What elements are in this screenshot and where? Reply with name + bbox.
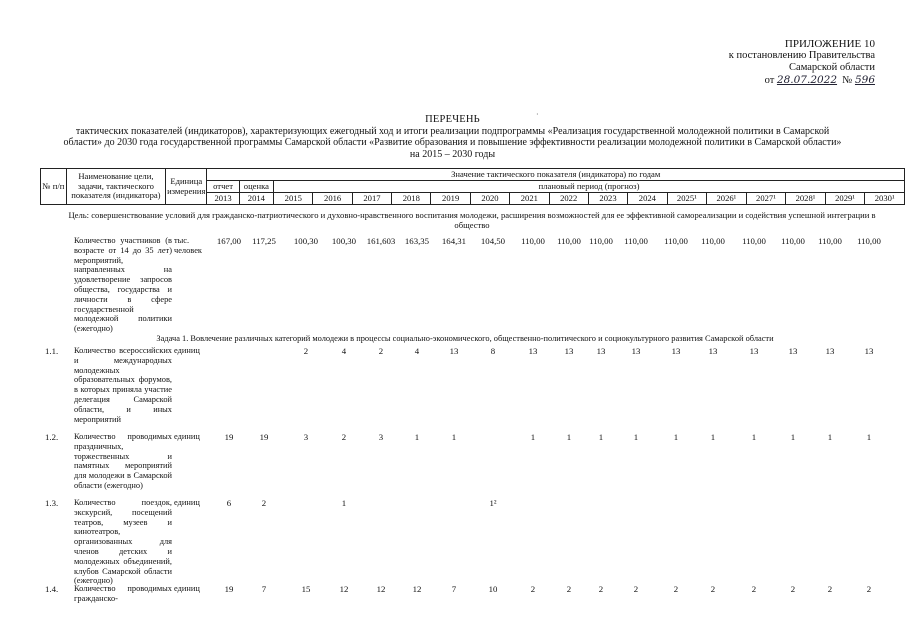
task-1-heading: Задача 1. Вовлечение различных категорий молодежи в процессы социально-экономического, общественно-политического и социокультурного развития Самарской области — [156, 334, 774, 343]
header-year: 2019 — [431, 193, 470, 205]
header-year: 2021 — [510, 193, 549, 205]
header-year: 2015 — [274, 193, 313, 205]
row-value: 110,00 — [664, 236, 688, 246]
row-value: 117,25 — [252, 236, 276, 246]
row-value: 100,30 — [331, 236, 357, 246]
header-year: 2030¹ — [865, 193, 905, 205]
row-value: 1 — [751, 432, 757, 442]
row-value: 110,00 — [557, 236, 581, 246]
indicator-table-header — [40, 168, 905, 205]
row-value: 1 — [530, 432, 536, 442]
header-unit: Единица измерения — [166, 169, 207, 205]
row-value: 3 — [303, 432, 309, 442]
header-year: 2027¹ — [746, 193, 786, 205]
row-value: 161,603 — [366, 236, 396, 246]
header-year: 2028¹ — [786, 193, 826, 205]
row-value: 110,00 — [781, 236, 805, 246]
header-year: 2014 — [239, 193, 273, 205]
row-value: 3 — [378, 432, 384, 442]
row-value: 4 — [414, 346, 420, 356]
row-value: 1² — [489, 498, 497, 508]
row-value: 1 — [341, 498, 347, 508]
appendix-decree: к постановлению Правительства — [728, 50, 875, 61]
header-year: 2016 — [313, 193, 352, 205]
header-year: 2022 — [549, 193, 588, 205]
row-value: 1 — [598, 432, 604, 442]
row-value: 15 — [301, 584, 311, 594]
row-unit: единиц — [174, 432, 200, 441]
row-value: 13 — [825, 346, 835, 356]
header-year: 2017 — [352, 193, 391, 205]
row-value: 2 — [866, 584, 872, 594]
row-value: 13 — [596, 346, 606, 356]
header-planned: плановый период (прогноз) — [274, 181, 905, 193]
header-number: № п/п — [41, 169, 67, 205]
row-value: 13 — [631, 346, 641, 356]
row-value: 7 — [261, 584, 267, 594]
row-value: 2 — [303, 346, 309, 356]
row-value: 2 — [598, 584, 604, 594]
header-year: 2013 — [207, 193, 239, 205]
header-estimate: оценка — [239, 181, 273, 193]
title-line-2: области» до 2030 года государственной программы Самарской области «Развитие образования и повышение эффективности реализации молодежной политики в Самарской области» — [63, 137, 842, 148]
row-value: 2 — [673, 584, 679, 594]
row-value: 2 — [530, 584, 536, 594]
row-value: 1 — [790, 432, 796, 442]
row-value: 7 — [451, 584, 457, 594]
row-number: 1.3. — [45, 498, 59, 508]
row-value: 2 — [827, 584, 833, 594]
row-value: 110,00 — [857, 236, 881, 246]
row-value: 19 — [224, 432, 234, 442]
row-value: 1 — [633, 432, 639, 442]
row-value: 2 — [566, 584, 572, 594]
row-value: 12 — [412, 584, 422, 594]
row-value: 1 — [414, 432, 420, 442]
header-year: 2020 — [470, 193, 509, 205]
row-indicator-name: Количество всероссийских и международных молодежных образовательных форумов, в которых приняла участие делегация Самарской области, и иных мероприятий — [74, 346, 172, 424]
row-number: 1.4. — [45, 584, 59, 594]
goal-text: Цель: совершенствование условий для гражданско-патриотического и духовно-нравственного воспитания молодежи, расширения возможностей для ее эффективной самореализации и содействия успешной интеграции в общество — [68, 210, 876, 230]
header-year: 2024 — [628, 193, 667, 205]
row-indicator-name: Количество проводимых праздничных, торжественных и памятных мероприятий для молодежи в Самарской области (ежегодно) — [74, 432, 172, 490]
row-indicator-name: Количество участников (в возрасте от 14 до 35 лет) мероприятий, направленных на удовлетворение запросов общества, государства и личности в сфере государственной молодежной политики (ежегодно) — [74, 236, 172, 334]
title-line-3: на 2015 – 2030 годы — [409, 148, 496, 160]
row-value: 110,00 — [818, 236, 842, 246]
row-value: 19 — [259, 432, 269, 442]
row-value: 2 — [341, 432, 347, 442]
decree-date: 28.07.2022 — [776, 74, 838, 86]
row-value: 2 — [261, 498, 267, 508]
header-year: 2026¹ — [707, 193, 747, 205]
header-report: отчет — [207, 181, 239, 193]
row-value: 100,30 — [293, 236, 319, 246]
row-indicator-name: Количество проводимых гражданско- — [74, 584, 172, 603]
title-heading: ПЕРЕЧЕНЬ — [425, 114, 480, 125]
row-value: 13 — [864, 346, 874, 356]
header-year: 2029¹ — [825, 193, 865, 205]
header-year: 2025¹ — [667, 193, 707, 205]
row-value: 13 — [708, 346, 718, 356]
row-indicator-name: Количество поездок, экскурсий, посещений театров, музеев и кинотеатров, организованных для членов детских и молодежных объединений, клубов Самарской области (ежегодно) — [74, 498, 172, 586]
document-title — [0, 114, 905, 160]
row-value: 164,31 — [441, 236, 467, 246]
row-value: 1 — [866, 432, 872, 442]
row-value: 6 — [226, 498, 232, 508]
row-number: 1.1. — [45, 346, 59, 356]
row-value: 104,50 — [480, 236, 506, 246]
row-value: 2 — [751, 584, 757, 594]
appendix-region: Самарской области — [789, 62, 875, 73]
row-value: 1 — [673, 432, 679, 442]
row-number: 1.2. — [45, 432, 59, 442]
row-value: 2 — [378, 346, 384, 356]
appendix-date-line: от 28.07.2022 № 596 — [764, 74, 875, 86]
title-line-1: тактических показателей (индикаторов), характеризующих ежегодный ход и итоги реализации подпрограммы «Реализация государственной молодежной политики в Самарской — [75, 125, 830, 137]
header-year: 2023 — [588, 193, 627, 205]
row-value: 13 — [564, 346, 574, 356]
row-value: 13 — [449, 346, 459, 356]
row-value: 110,00 — [589, 236, 613, 246]
scan-mark: · — [536, 110, 539, 119]
appendix-block — [729, 38, 875, 87]
row-value: 13 — [671, 346, 681, 356]
row-value: 2 — [790, 584, 796, 594]
row-value: 110,00 — [742, 236, 766, 246]
row-value: 13 — [528, 346, 538, 356]
row-value: 1 — [827, 432, 833, 442]
row-value: 167,00 — [216, 236, 242, 246]
header-year: 2018 — [392, 193, 431, 205]
row-value: 13 — [749, 346, 759, 356]
row-unit: единиц — [174, 584, 200, 593]
header-name: Наименование цели, задачи, тактического показателя (индикатора) — [66, 169, 165, 205]
row-value: 19 — [224, 584, 234, 594]
appendix-title: ПРИЛОЖЕНИЕ 10 — [784, 38, 875, 50]
row-value: 10 — [488, 584, 498, 594]
row-unit: единиц — [174, 498, 200, 507]
row-value: 163,35 — [404, 236, 430, 246]
row-value: 12 — [376, 584, 386, 594]
row-value: 1 — [451, 432, 457, 442]
row-unit: единиц — [174, 346, 200, 355]
row-value: 110,00 — [521, 236, 545, 246]
row-value: 2 — [710, 584, 716, 594]
header-value-group: Значение тактического показателя (индикатора) по годам — [207, 169, 905, 181]
row-unit: тыс. человек — [174, 236, 202, 255]
row-value: 4 — [341, 346, 347, 356]
row-value: 1 — [710, 432, 716, 442]
decree-number: 596 — [854, 74, 875, 86]
row-value: 110,00 — [624, 236, 648, 246]
row-value: 1 — [566, 432, 572, 442]
row-value: 8 — [490, 346, 496, 356]
row-value: 12 — [339, 584, 349, 594]
row-value: 110,00 — [701, 236, 725, 246]
row-value: 2 — [633, 584, 639, 594]
row-value: 13 — [788, 346, 798, 356]
